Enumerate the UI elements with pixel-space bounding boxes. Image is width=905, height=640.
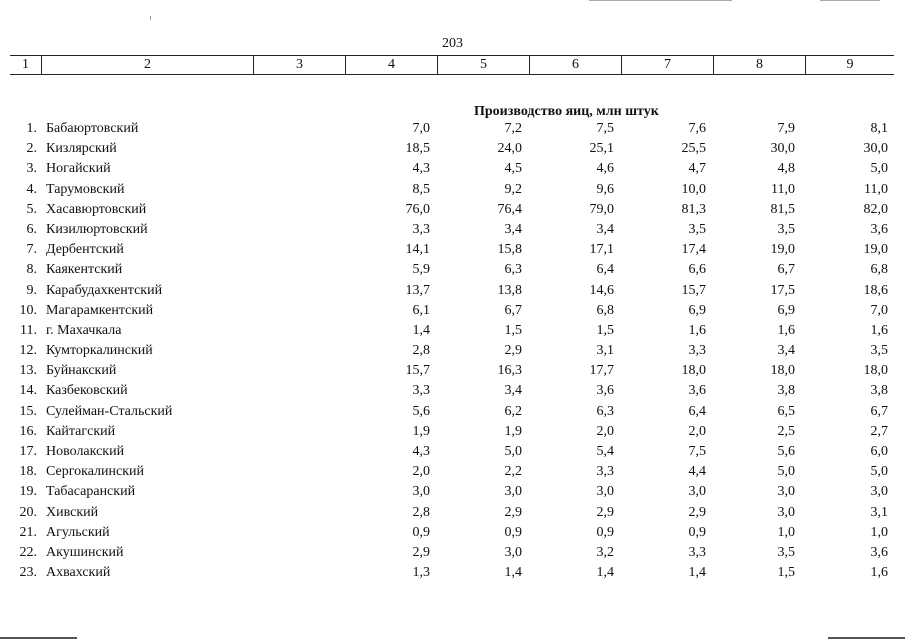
value-cell: 1,5 [504,322,522,338]
column-header-cell: 5 [438,56,530,74]
value-cell: 13,8 [497,282,522,298]
value-cell: 3,4 [777,343,795,359]
row-number: 2. [26,141,37,157]
district-name: Карабудахкентский [46,282,163,298]
value-cell: 9,2 [504,181,522,197]
column-number-header [10,55,894,75]
value-cell: 7,5 [596,121,614,136]
value-cell: 3,6 [596,383,614,399]
value-cell: 1,6 [777,322,795,338]
value-cell: 17,4 [681,242,706,258]
value-cell: 11,0 [771,181,795,197]
row-number: 17. [19,444,37,459]
district-name: Каякентский [46,262,123,278]
table-row [0,241,905,261]
value-cell: 5,9 [412,262,430,278]
value-cell: 3,0 [596,484,614,500]
value-cell: 6,5 [777,403,795,419]
value-cell: 3,3 [596,464,614,480]
row-number: 23. [19,565,37,581]
table-row [0,443,905,463]
value-cell: 15,8 [497,242,522,258]
table-row [0,382,905,402]
value-cell: 1,0 [777,524,795,540]
table-row [0,221,905,241]
value-cell: 5,0 [504,444,522,459]
value-cell: 6,9 [777,302,795,318]
column-header-cell: 3 [254,56,346,74]
district-name: Ногайский [46,161,111,177]
value-cell: 2,9 [504,343,522,359]
scan-mark [828,637,905,639]
table-row [0,181,905,201]
value-cell: 76,0 [405,201,430,217]
row-number: 14. [19,383,37,399]
column-header-cell: 6 [530,56,622,74]
value-cell: 3,5 [777,544,795,560]
table-row [0,524,905,544]
value-cell: 17,5 [770,282,795,298]
value-cell: 11,0 [864,181,888,197]
value-cell: 1,5 [777,565,795,581]
row-number: 20. [19,504,37,520]
row-number: 8. [26,262,37,278]
value-cell: 3,8 [777,383,795,399]
value-cell: 3,0 [412,484,430,500]
value-cell: 2,8 [412,504,430,520]
district-name: Дербентский [46,242,124,258]
value-cell: 14,1 [405,242,430,258]
value-cell: 1,3 [412,565,430,581]
value-cell: 7,6 [688,121,706,136]
table-row [0,564,905,584]
district-name: Ахвахский [46,565,111,581]
value-cell: 4,7 [688,161,706,177]
district-name: Тарумовский [46,181,125,197]
value-cell: 3,0 [504,544,522,560]
value-cell: 6,6 [688,262,706,278]
table-row [0,342,905,362]
scan-mark [820,0,880,1]
value-cell: 3,4 [504,383,522,399]
table-row [0,120,905,140]
row-number: 5. [26,201,37,217]
table-row [0,423,905,443]
value-cell: 3,3 [688,544,706,560]
value-cell: 1,9 [412,423,430,439]
column-header-cell: 8 [714,56,806,74]
district-name: Хасавюртовский [46,201,147,217]
value-cell: 1,5 [596,322,614,338]
district-name: Табасаранский [46,484,136,500]
value-cell: 14,6 [589,282,614,298]
value-cell: 6,1 [412,302,430,318]
district-name: Агульский [46,524,110,540]
value-cell: 3,5 [777,221,795,237]
row-number: 19. [19,484,37,500]
value-cell: 4,5 [504,161,522,177]
value-cell: 1,6 [688,322,706,338]
value-cell: 3,1 [596,343,614,359]
table-row [0,322,905,342]
value-cell: 5,6 [412,403,430,419]
value-cell: 5,0 [870,464,888,480]
value-cell: 1,6 [870,565,888,581]
value-cell: 6,0 [870,444,888,459]
table-row [0,261,905,281]
scan-mark [0,637,77,639]
table-row [0,483,905,503]
row-number: 22. [19,544,37,560]
value-cell: 3,4 [504,221,522,237]
value-cell: 7,0 [412,121,430,136]
value-cell: 5,0 [870,161,888,177]
value-cell: 30,0 [863,141,888,157]
row-number: 1. [26,121,37,136]
value-cell: 2,5 [777,423,795,439]
value-cell: 2,0 [596,423,614,439]
table-row [0,302,905,322]
value-cell: 82,0 [863,201,888,217]
column-header-cell: 9 [846,57,854,72]
district-name: Хивский [46,504,99,520]
value-cell: 1,4 [504,565,522,581]
value-cell: 79,0 [589,201,614,217]
value-cell: 8,5 [412,181,430,197]
district-name: г. Махачкала [46,322,122,338]
value-cell: 30,0 [770,141,795,157]
value-cell: 2,2 [504,464,522,480]
value-cell: 0,9 [688,524,706,540]
value-cell: 1,0 [870,524,888,540]
value-cell: 4,6 [596,161,614,177]
value-cell: 81,5 [770,201,795,217]
row-number: 16. [19,423,37,439]
value-cell: 3,3 [688,343,706,359]
table-row [0,544,905,564]
value-cell: 18,6 [863,282,888,298]
value-cell: 13,7 [405,282,430,298]
value-cell: 5,0 [777,464,795,480]
district-name: Акушинский [46,544,124,560]
value-cell: 3,0 [504,484,522,500]
table-row [0,140,905,160]
value-cell: 9,6 [596,181,614,197]
row-number: 3. [26,161,37,177]
value-cell: 7,0 [870,302,888,318]
district-name: Кизилюртовский [46,221,148,237]
row-number: 13. [19,363,37,379]
column-header-cell: 2 [42,56,254,74]
value-cell: 17,1 [589,242,614,258]
value-cell: 3,2 [596,544,614,560]
district-name: Сулейман-Стальский [46,403,173,419]
value-cell: 6,4 [688,403,706,419]
value-cell: 10,0 [681,181,706,197]
district-name: Кайтагский [46,423,116,439]
row-number: 18. [19,464,37,480]
column-header-cell: 7 [622,56,714,74]
value-cell: 1,6 [870,322,888,338]
value-cell: 4,3 [412,161,430,177]
value-cell: 2,0 [688,423,706,439]
value-cell: 2,9 [688,504,706,520]
value-cell: 3,5 [870,343,888,359]
value-cell: 1,9 [504,423,522,439]
value-cell: 5,4 [596,444,614,459]
value-cell: 3,8 [870,383,888,399]
value-cell: 6,7 [777,262,795,278]
table-row [0,504,905,524]
value-cell: 4,3 [412,444,430,459]
value-cell: 6,7 [504,302,522,318]
value-cell: 6,8 [596,302,614,318]
value-cell: 6,7 [870,403,888,419]
value-cell: 16,3 [497,363,522,379]
district-name: Новолакский [46,444,125,459]
value-cell: 76,4 [497,201,522,217]
district-name: Кизлярский [46,141,117,157]
value-cell: 18,0 [770,363,795,379]
value-cell: 81,3 [681,201,706,217]
value-cell: 4,8 [777,161,795,177]
value-cell: 3,3 [412,221,430,237]
value-cell: 19,0 [770,242,795,258]
value-cell: 4,4 [688,464,706,480]
value-cell: 17,7 [589,363,614,379]
value-cell: 24,0 [497,141,522,157]
value-cell: 2,8 [412,343,430,359]
value-cell: 7,5 [688,444,706,459]
page-number: 203 [442,36,463,51]
value-cell: 5,6 [777,444,795,459]
value-cell: 7,9 [777,121,795,136]
row-number: 11. [20,322,37,338]
value-cell: 3,6 [688,383,706,399]
value-cell: 1,4 [412,322,430,338]
district-table [0,120,905,584]
value-cell: 6,4 [596,262,614,278]
value-cell: 6,9 [688,302,706,318]
value-cell: 0,9 [412,524,430,540]
value-cell: 3,3 [412,383,430,399]
row-number: 9. [26,282,37,298]
value-cell: 2,7 [870,423,888,439]
row-number: 4. [26,181,37,197]
value-cell: 8,1 [870,121,888,136]
scan-mark [150,16,151,20]
row-number: 12. [19,343,37,359]
value-cell: 1,4 [688,565,706,581]
row-number: 21. [19,524,37,540]
value-cell: 6,3 [504,262,522,278]
table-row [0,362,905,382]
row-number: 7. [26,242,37,258]
value-cell: 15,7 [681,282,706,298]
value-cell: 3,6 [870,221,888,237]
district-name: Казбековский [46,383,128,399]
value-cell: 0,9 [596,524,614,540]
value-cell: 25,1 [589,141,614,157]
value-cell: 2,9 [504,504,522,520]
value-cell: 2,9 [596,504,614,520]
value-cell: 2,0 [412,464,430,480]
value-cell: 18,0 [863,363,888,379]
value-cell: 3,0 [688,484,706,500]
value-cell: 3,0 [870,484,888,500]
value-cell: 3,5 [688,221,706,237]
column-header-cell: 4 [346,56,438,74]
district-name: Магарамкентский [46,302,154,318]
value-cell: 18,0 [681,363,706,379]
table-row [0,463,905,483]
table-row [0,282,905,302]
value-cell: 0,9 [504,524,522,540]
section-title: Производство яиц, млн штук [474,104,659,119]
value-cell: 25,5 [681,141,706,157]
value-cell: 3,0 [777,484,795,500]
row-number: 6. [26,221,37,237]
district-name: Кумторкалинский [46,343,153,359]
value-cell: 19,0 [863,242,888,258]
value-cell: 6,2 [504,403,522,419]
value-cell: 15,7 [405,363,430,379]
value-cell: 3,1 [870,504,888,520]
row-number: 10. [19,302,37,318]
scan-mark [589,0,732,1]
district-name: Буйнакский [46,363,117,379]
value-cell: 6,8 [870,262,888,278]
row-number: 15. [19,403,37,419]
district-name: Бабаюртовский [46,121,139,136]
value-cell: 1,4 [596,565,614,581]
value-cell: 3,0 [777,504,795,520]
value-cell: 3,4 [596,221,614,237]
value-cell: 2,9 [412,544,430,560]
district-name: Сергокалинский [46,464,145,480]
value-cell: 18,5 [405,141,430,157]
table-row [0,160,905,180]
value-cell: 6,3 [596,403,614,419]
table-row [0,201,905,221]
value-cell: 3,6 [870,544,888,560]
value-cell: 7,2 [504,121,522,136]
table-row [0,403,905,423]
column-header-cell: 1 [10,56,42,74]
